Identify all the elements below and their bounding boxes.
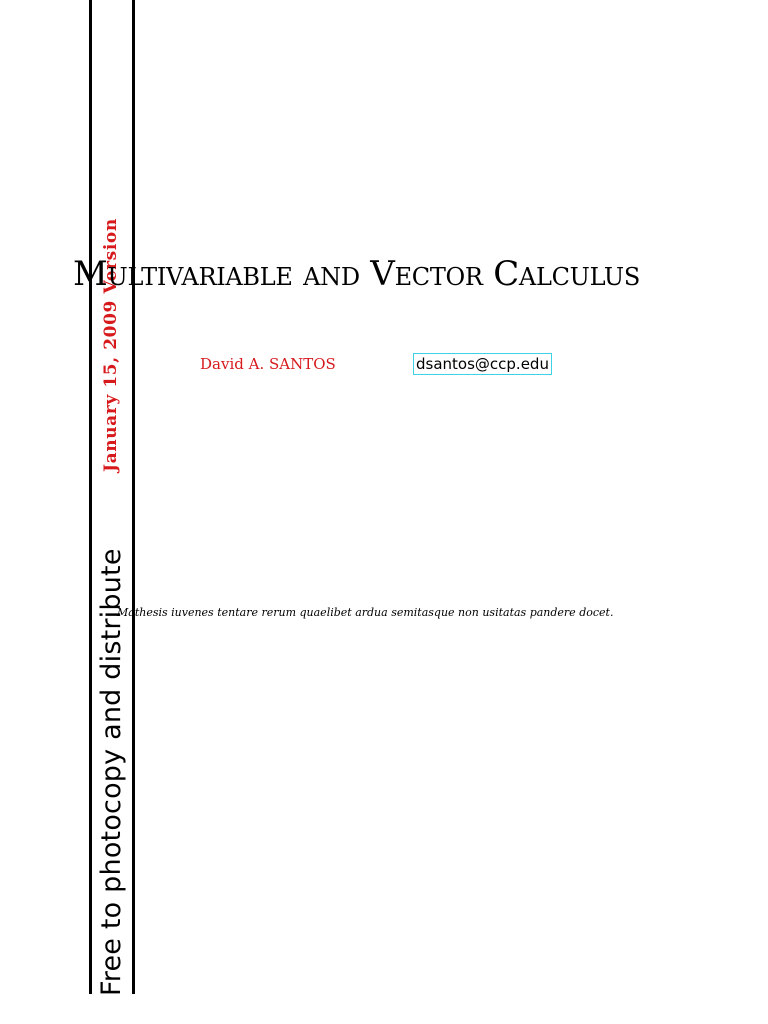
epigraph: Mathesis iuvenes tentare rerum quaelibet ardua semitasque non usitatas pandere docet. xyxy=(117,606,614,619)
margin-rule-right xyxy=(132,0,135,994)
side-banner-date-version: January 15, 2009 Version xyxy=(101,218,121,472)
author-name: David A. SANTOS xyxy=(200,355,336,373)
side-banner-free-text: Free to photocopy and distribute xyxy=(96,548,127,996)
margin-rule-left xyxy=(89,0,92,994)
author-email-link[interactable]: dsantos@ccp.edu xyxy=(413,353,552,375)
page-title: Multivariable and Vector Calculus xyxy=(73,254,640,294)
